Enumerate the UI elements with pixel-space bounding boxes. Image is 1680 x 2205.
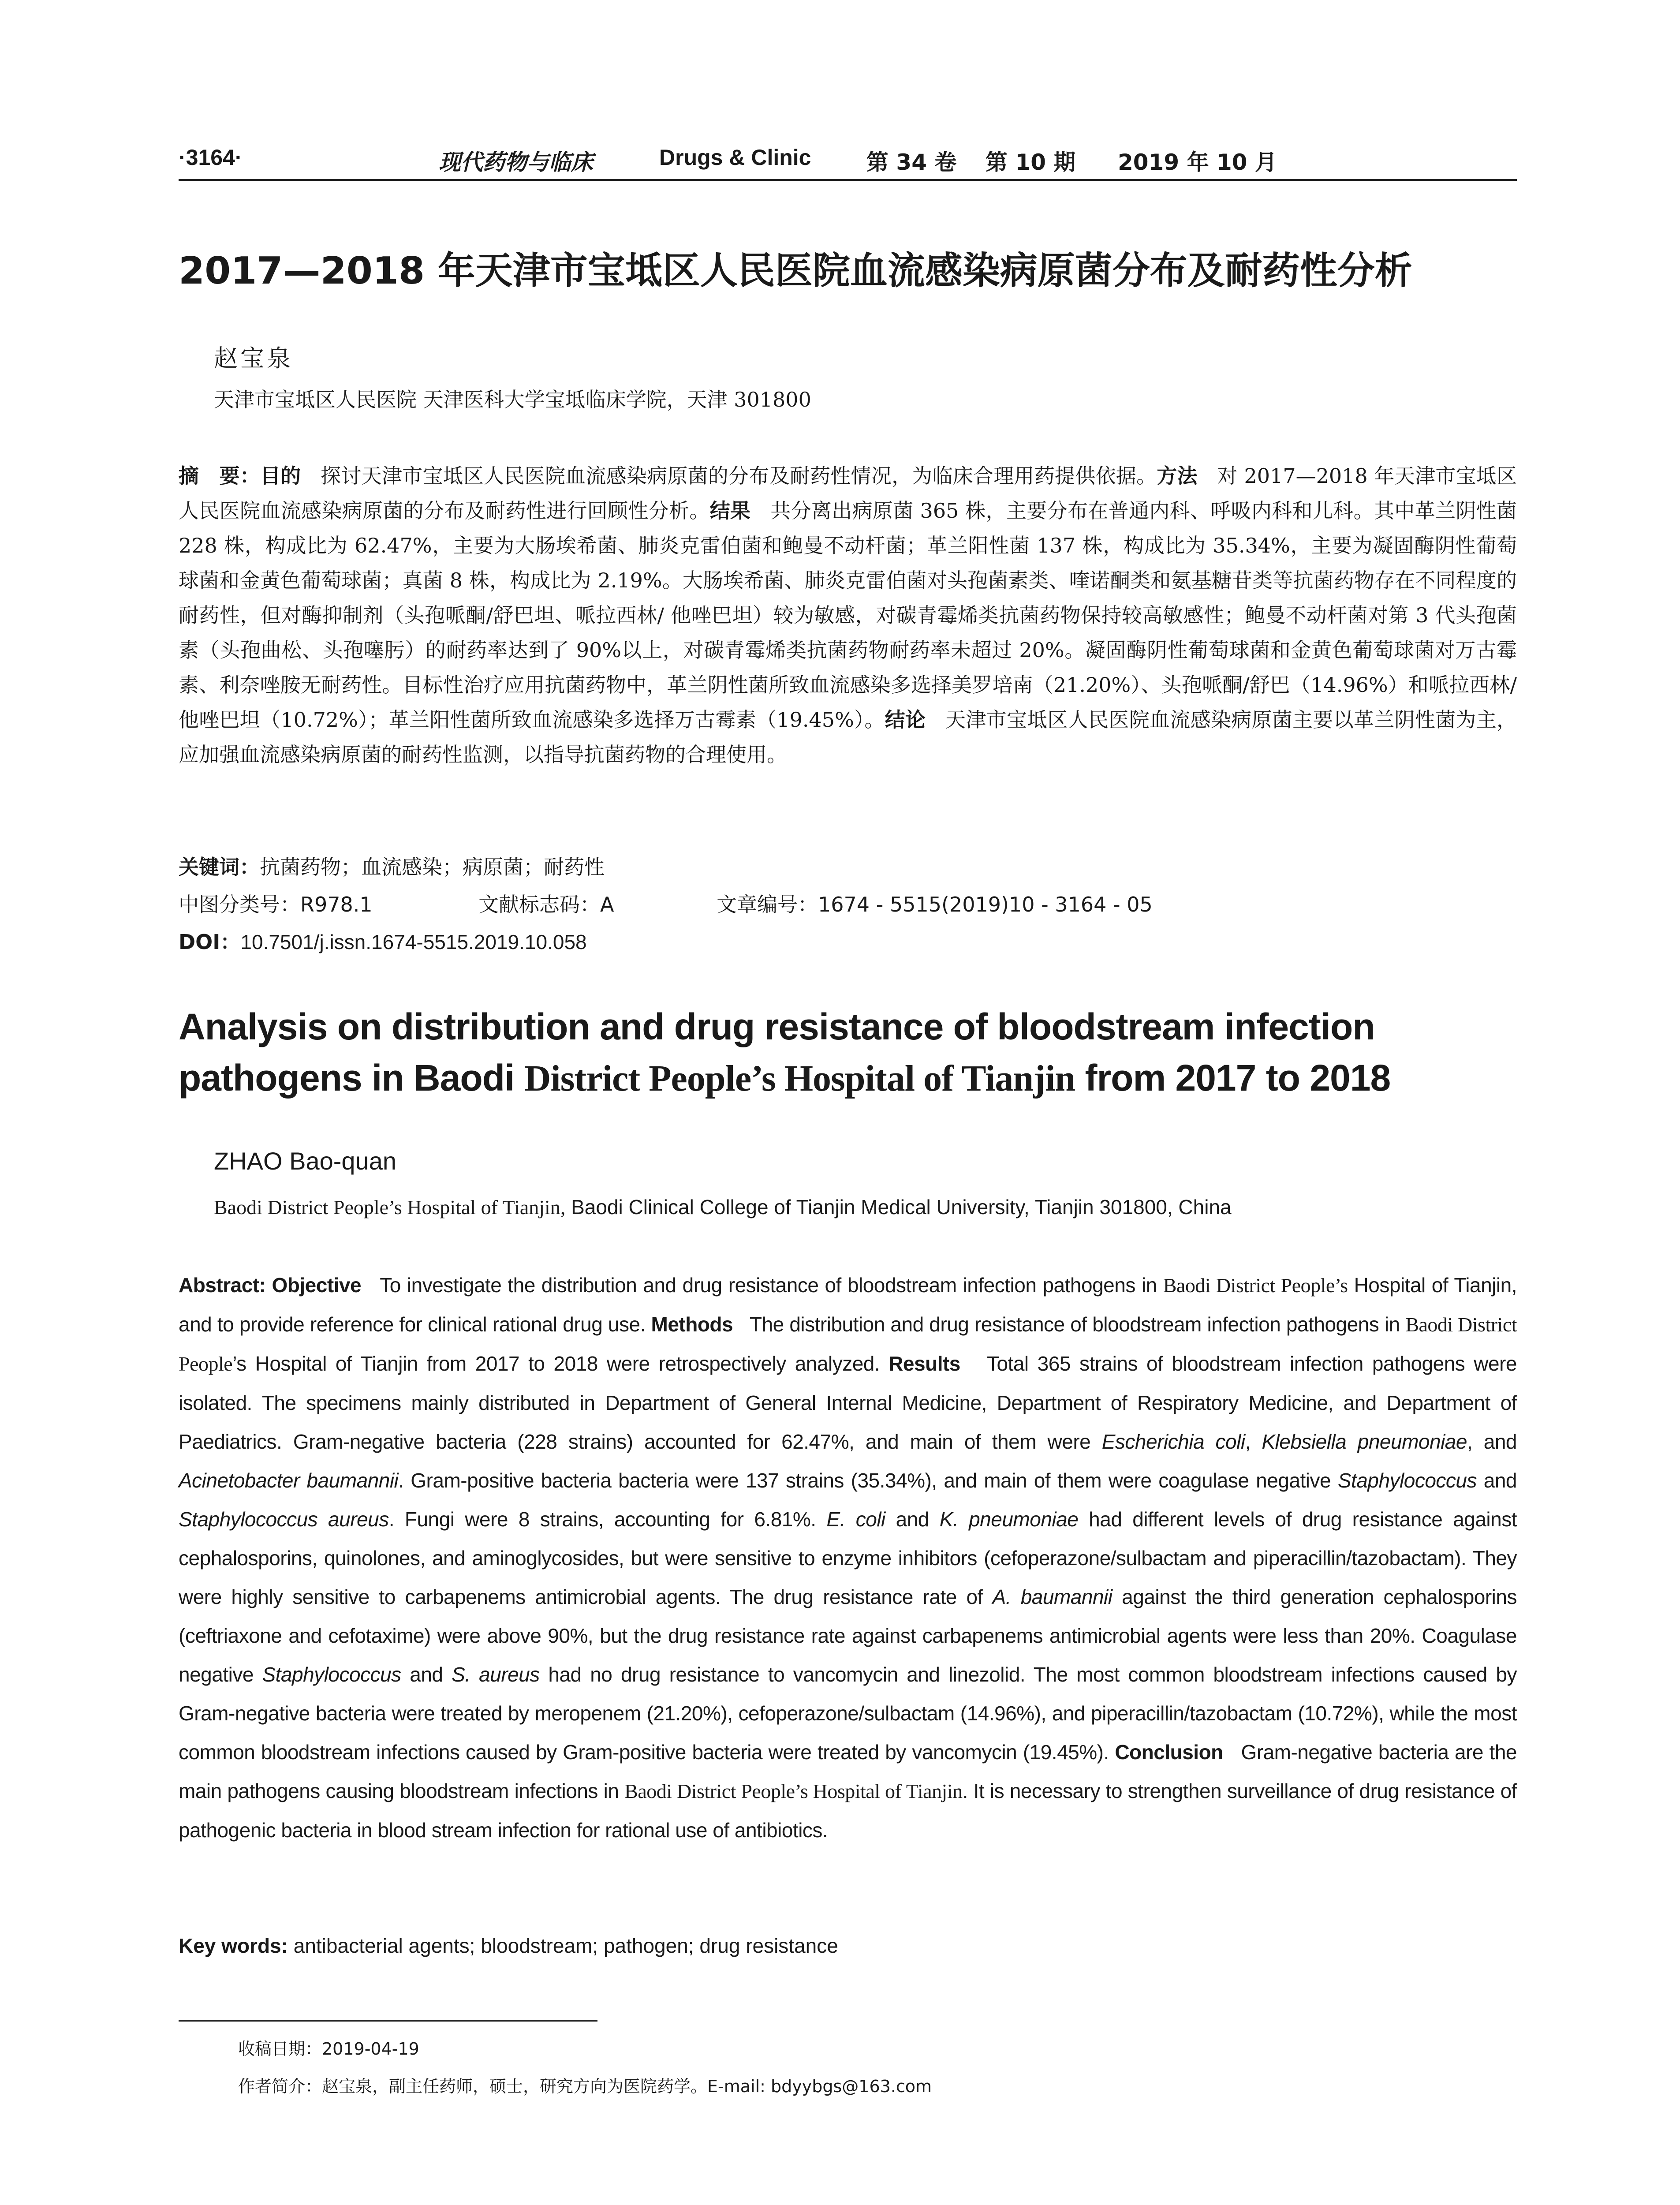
author-en: ZHAO Bao-quan bbox=[214, 1147, 396, 1175]
volume: 第 34 卷 bbox=[866, 149, 957, 175]
doi-link[interactable]: 10.7501/j.issn.1674-5515.2019.10.058 bbox=[240, 931, 587, 953]
conclusion-text-en-serif: Baodi District People’s Hospital of Tianjin bbox=[624, 1780, 963, 1802]
objective-label-cn: 目的 bbox=[260, 464, 301, 488]
issue: 第 10 期 bbox=[986, 149, 1076, 175]
classification-line bbox=[179, 889, 1517, 915]
species-staphylococcus: Staphylococcus bbox=[1337, 1469, 1477, 1492]
methods-label-en: Methods bbox=[651, 1313, 733, 1336]
page-number: ·3164· bbox=[179, 145, 243, 170]
doi-label: DOI： bbox=[179, 930, 241, 954]
objective-text-en-1: To investigate the distribution and drug resistance of bloodstream infection pathogens in bbox=[380, 1274, 1163, 1297]
methods-text-en-serif: Baodi District People bbox=[179, 1313, 1517, 1375]
abstract-label-en: Abstract: bbox=[179, 1274, 266, 1297]
title-en-part2: from 2017 to 2018 bbox=[1075, 1057, 1391, 1099]
clc-number: 中图分类号：R978.1 bbox=[179, 893, 373, 916]
species-kpneumoniae: Klebsiella pneumoniae bbox=[1262, 1430, 1467, 1453]
keywords-cn bbox=[179, 851, 605, 880]
received-date: 收稿日期：2019-04-19 bbox=[238, 2039, 419, 2059]
affil-en-rest: Baodi Clinical College of Tianjin Medical University, Tianjin 301800, China bbox=[565, 1196, 1232, 1218]
results-text-en-1: Total 365 strains of bloodstream infection pathogens were isolated. The specimens mainly distributed in Department of General Internal Medicine, Department of Respiratory Medicine, and Department of Paediatrics. Gram-negative bacteria (228 strains) accounted for 62.47%, and main of them were bbox=[179, 1352, 1517, 1453]
results-text-en-7: and bbox=[885, 1508, 940, 1531]
conclusion-text-en-1: Gram-negative bacteria are the main pathogens causing bloodstream infections in bbox=[179, 1741, 1517, 1802]
results-label-en: Results bbox=[889, 1352, 960, 1375]
header-rule bbox=[179, 179, 1517, 181]
objective-label-en: Objective bbox=[272, 1274, 362, 1297]
species-ecoli-abbr: E. coli bbox=[826, 1508, 885, 1531]
results-text-cn: 共分离出病原菌 365 株，主要分布在普通内科、呼吸内科和儿科。其中革兰阴性菌 228 株，构成比为 62.47%，主要为大肠埃希菌、肺炎克雷伯菌和鲍曼不动杆菌；革兰阳性菌 137 株，构成比为 35.34%，主要为凝固酶阴性葡萄球菌和金黄色葡萄球菌；真菌 8 株，构成比为 2.19%。大肠埃希菌、肺炎克雷伯菌对头孢菌素类、喹诺酮类和氨基糖苷类等抗菌药物存在不同程度的耐药性，但对酶抑制剂（头孢哌酮/舒巴坦、哌拉西林/ 他唑巴坦）较为敏感，对碳青霉烯类抗菌药物保持较高敏感性；鲍曼不动杆菌对第 3 代头孢菌素（头孢曲松、头孢噻肟）的耐药率达到了 90%以上，对碳青霉烯类抗菌药物耐药率未超过 20%。凝固酶阴性葡萄球菌和金黄色葡萄球菌对万古霉素、利奈唑胺无耐药性。目标性治疗应用抗菌药物中，革兰阴性菌所致血流感染多选择美罗培南（21.20%）、头孢哌酮/舒巴（14.96%）和哌拉西林/他唑巴坦（10.72%）；革兰阳性菌所致血流感染多选择万古霉素（19.45%）。 bbox=[179, 499, 1517, 732]
conclusion-label-cn: 结论 bbox=[885, 708, 926, 732]
species-abaumannii-abbr: A. baumannii bbox=[992, 1585, 1113, 1608]
species-kpneumoniae-abbr: K. pneumoniae bbox=[939, 1508, 1079, 1531]
objective-text-en-serif: Baodi District People’s bbox=[1163, 1274, 1348, 1297]
doi bbox=[179, 926, 587, 955]
results-text-en-8: had different levels of drug resistance against cephalosporins, quinolones, and aminoglycosides, but were sensitive to enzyme inhibitors (cefoperazone/sulbactam and piperacillin/tazobactam). They were highly sensitive to carbapenems antimicrobial agents. The drug resistance rate of bbox=[179, 1508, 1517, 1608]
article-number: 文章编号：1674 - 5515(2019)10 - 3164 - 05 bbox=[717, 893, 1153, 916]
article-title-en bbox=[179, 1001, 1546, 1104]
keywords-text-en: antibacterial agents; bloodstream; pathogen; drug resistance bbox=[293, 1934, 838, 1957]
abstract-cn bbox=[179, 459, 1517, 772]
conclusion-text-en-2: . It is necessary to strengthen surveillance of drug resistance of pathogenic bacteria in blood stream infection for rational use of antibiotics. bbox=[179, 1779, 1517, 1842]
objective-text-cn: 探讨天津市宝坻区人民医院血流感染病原菌的分布及耐药性情况，为临床合理用药提供依据。 bbox=[321, 464, 1157, 488]
methods-label-cn: 方法 bbox=[1157, 464, 1198, 488]
author-cn: 赵宝泉 bbox=[214, 344, 293, 372]
document-code: 文献标志码：A bbox=[478, 893, 614, 916]
keywords-label-cn: 关键词： bbox=[179, 855, 260, 879]
methods-text-cn: 对 2017—2018 年天津市宝坻区人民医院血流感染病原菌的分布及耐药性进行回顾性分析。 bbox=[179, 464, 1517, 523]
affiliation-en bbox=[214, 1195, 1232, 1219]
results-text-en-11: had no drug resistance to vancomycin and linezolid. The most common bloodstream infections caused by Gram-negative bacteria were treated by meropenem (21.20%), cefoperazone/sulbactam (14.96%), and piperacillin/tazobactam (10.72%), while the most common bloodstream infections caused by Gram-positive bacteria were treated by vancomycin (19.45%). bbox=[179, 1663, 1517, 1764]
journal-name-en: Drugs & Clinic bbox=[659, 145, 811, 170]
conclusion-label-en: Conclusion bbox=[1115, 1741, 1223, 1764]
keywords-label-en: Key words: bbox=[179, 1934, 288, 1957]
results-text-en-3: , and bbox=[1467, 1430, 1517, 1453]
species-staphylococcus-2: Staphylococcus bbox=[262, 1663, 401, 1686]
results-text-en-10: and bbox=[401, 1663, 452, 1686]
affiliation-cn: 天津市宝坻区人民医院 天津医科大学宝坻临床学院，天津 301800 bbox=[214, 388, 811, 411]
methods-text-en-2: ’s Hospital of Tianjin from 2017 to 2018 were retrospectively analyzed. bbox=[232, 1352, 880, 1375]
results-label-cn: 结果 bbox=[709, 499, 751, 523]
species-saureus: Staphylococcus aureus bbox=[179, 1508, 389, 1531]
article-title-cn: 2017—2018 年天津市宝坻区人民医院血流感染病原菌分布及耐药性分析 bbox=[179, 249, 1412, 293]
title-en-serif: District People’s Hospital of Tianjin bbox=[524, 1058, 1075, 1099]
results-text-en-2: , bbox=[1245, 1430, 1262, 1453]
results-text-en-4: . Gram-positive bacteria bacteria were 137 strains (35.34%), and main of them were coagulase negative bbox=[398, 1469, 1338, 1492]
journal-name-cn: 现代药物与临床 bbox=[439, 149, 593, 175]
issue-date: 2019 年 10 月 bbox=[1118, 149, 1277, 175]
objective-text-en-2: Hospital of Tianjin, and to provide reference for clinical rational drug use. bbox=[179, 1274, 1517, 1336]
abstract-label-cn: 摘 要： bbox=[179, 464, 260, 488]
affil-en-serif: Baodi District People’s Hospital of Tianjin, bbox=[214, 1196, 566, 1218]
conclusion-text-cn: 天津市宝坻区人民医院血流感染病原菌主要以革兰阴性菌为主，应加强血流感染病原菌的耐药性监测，以指导抗菌药物的合理使用。 bbox=[179, 708, 1517, 766]
title-en-part1: Analysis on distribution and drug resistance of bloodstream infection pathogens in Baodi bbox=[179, 1006, 1375, 1099]
results-text-en-6: . Fungi were 8 strains, accounting for 6.81%. bbox=[388, 1508, 827, 1531]
methods-text-en-1: The distribution and drug resistance of bloodstream infection pathogens in bbox=[749, 1313, 1406, 1336]
keywords-text-cn: 抗菌药物；血流感染；病原菌；耐药性 bbox=[260, 855, 605, 879]
species-saureus-abbr: S. aureus bbox=[452, 1663, 540, 1686]
running-header bbox=[179, 141, 1517, 176]
abstract-en bbox=[179, 1266, 1517, 1850]
results-text-en-5: and bbox=[1477, 1469, 1517, 1492]
results-text-en-9: against the third generation cephalosporins (ceftriaxone and cefotaxime) were above 90%, but the drug resistance rate against carbapenems antimicrobial agents were less than 20%. Coagulase negative bbox=[179, 1585, 1517, 1686]
footnote-rule bbox=[179, 2020, 597, 2022]
keywords-en bbox=[179, 1934, 838, 1958]
species-abaumannii: Acinetobacter baumannii bbox=[179, 1469, 399, 1492]
species-ecoli: Escherichia coli bbox=[1101, 1430, 1245, 1453]
author-bio: 作者简介：赵宝泉，副主任药师，硕士，研究方向为医院药学。E-mail: bdyybgs@163.com bbox=[238, 2077, 932, 2096]
